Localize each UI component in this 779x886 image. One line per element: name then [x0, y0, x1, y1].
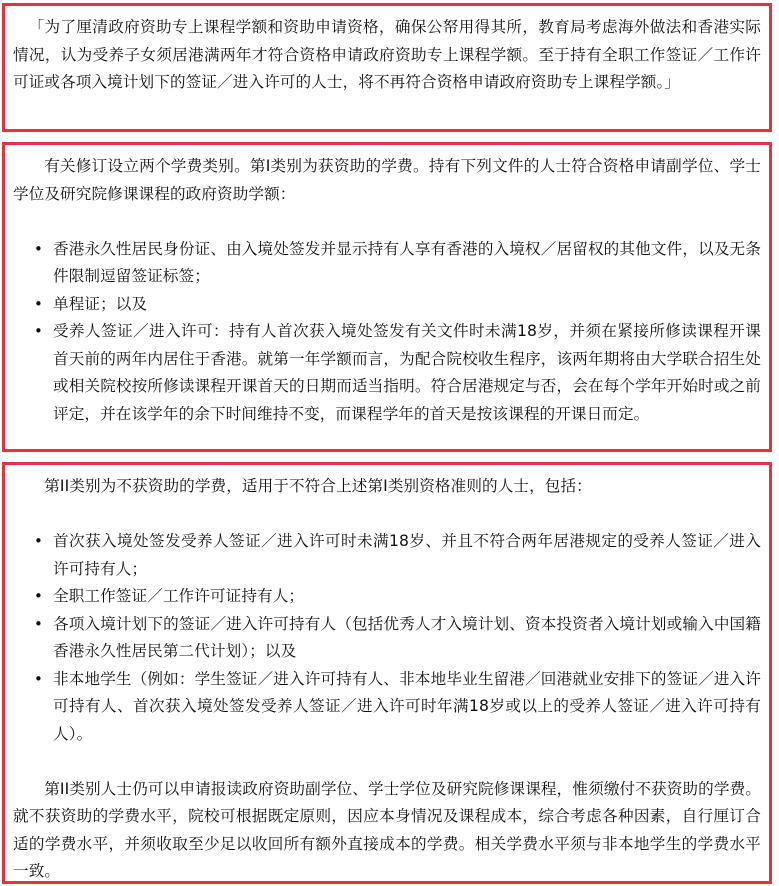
list-item: [13, 611, 761, 666]
category-two-intro: 第II类别为不获资助的学费，适用于不符合上述第I类别资格准则的人士，包括：: [44, 477, 592, 495]
category-one-list: [13, 236, 761, 429]
category-one-intro: 有关修订设立两个学费类别。第I类别为获资助的学费。持有下列文件的人士符合资格申请副学位、学士学位及研究院修课课程的政府资助学额：: [13, 157, 761, 203]
bullet-icon: •: [34, 614, 43, 633]
category-two-closing: 第II类别人士仍可以申请报读政府资助副学位、学士学位及研究院修课课程，惟须缴付不获资助的学费。就不获资助的学费水平，院校可根据既定原则，因应本身情况及课程成本，综合考虑各种因素，自行厘订合适的学费水平，并须收取至少足以收回所有额外直接成本的学费。相关学费水平须与非本地学生的学费水平一致。: [13, 779, 761, 880]
category-two-box: [2, 462, 772, 884]
quote-box: [2, 3, 772, 132]
bullet-icon: •: [34, 294, 43, 313]
list-item: [13, 528, 761, 583]
list-item-text: 各项入境计划下的签证／进入许可持有人（包括优秀人才入境计划、资本投资者入境计划或输入中国籍香港永久性居民第二代计划）；以及: [53, 614, 761, 660]
category-one-box: [2, 142, 772, 452]
spacer: [13, 208, 761, 236]
list-item-text: 非本地学生（例如：学生签证／进入许可持有人、非本地毕业生留港／回港就业安排下的签证／进入许可持有人、首次获入境处签发受养人签证／进入许可时年满18岁或以上的受养人签证／进入许可持有人）。: [53, 669, 761, 743]
category-two-list: [13, 528, 761, 748]
bullet-icon: •: [34, 587, 43, 605]
list-item-text: 香港永久性居民身份证、由入境处签发并显示持有人享有香港的入境权／居留权的其他文件，以及无条件限制逗留签证标签；: [53, 239, 761, 285]
bullet-icon: •: [34, 669, 43, 688]
list-item-text: 首次获入境处签发受养人签证／进入许可时未满18岁、并且不符合两年居港规定的受养人签证／进入许可持有人；: [53, 532, 761, 578]
list-item: [13, 583, 761, 611]
list-item-text: 受养人签证／进入许可：持有人首次获入境处签发有关文件时未满18岁，并须在紧接所修读课程开课首天前的两年内居住于香港。就第一年学额而言，为配合院校收生程序，该两年期将由大学联合招生处或相关院校按所修读课程开课首天的日期而适当指明。符合居港规定与否，会在每个学年开始时或之前评定，并在该学年的余下时间维持不变，而课程学年的首天是按该课程的开课日而定。: [53, 322, 761, 423]
spacer: [13, 501, 761, 529]
bullet-icon: •: [34, 532, 43, 550]
list-item: [13, 318, 761, 428]
list-item: [13, 666, 761, 749]
bullet-icon: •: [34, 239, 43, 258]
bullet-icon: •: [34, 322, 43, 340]
spacer: [13, 748, 761, 776]
list-item-text: 单程证；以及: [53, 294, 148, 313]
quote-paragraph: 「为了厘清政府资助专上课程学额和资助申请资格，确保公帑用得其所，教育局考虑海外做法和香港实际情况，认为受养子女须居港满两年才符合资格申请政府资助专上课程学额。至于持有全职工作签证／工作许可证或各项入境计划下的签证／进入许可的人士，将不再符合资格申请政府资助专上课程学额。」: [13, 18, 761, 91]
list-item-text: 全职工作签证／工作许可证持有人；: [53, 587, 305, 605]
list-item: [13, 236, 761, 291]
list-item: [13, 291, 761, 319]
